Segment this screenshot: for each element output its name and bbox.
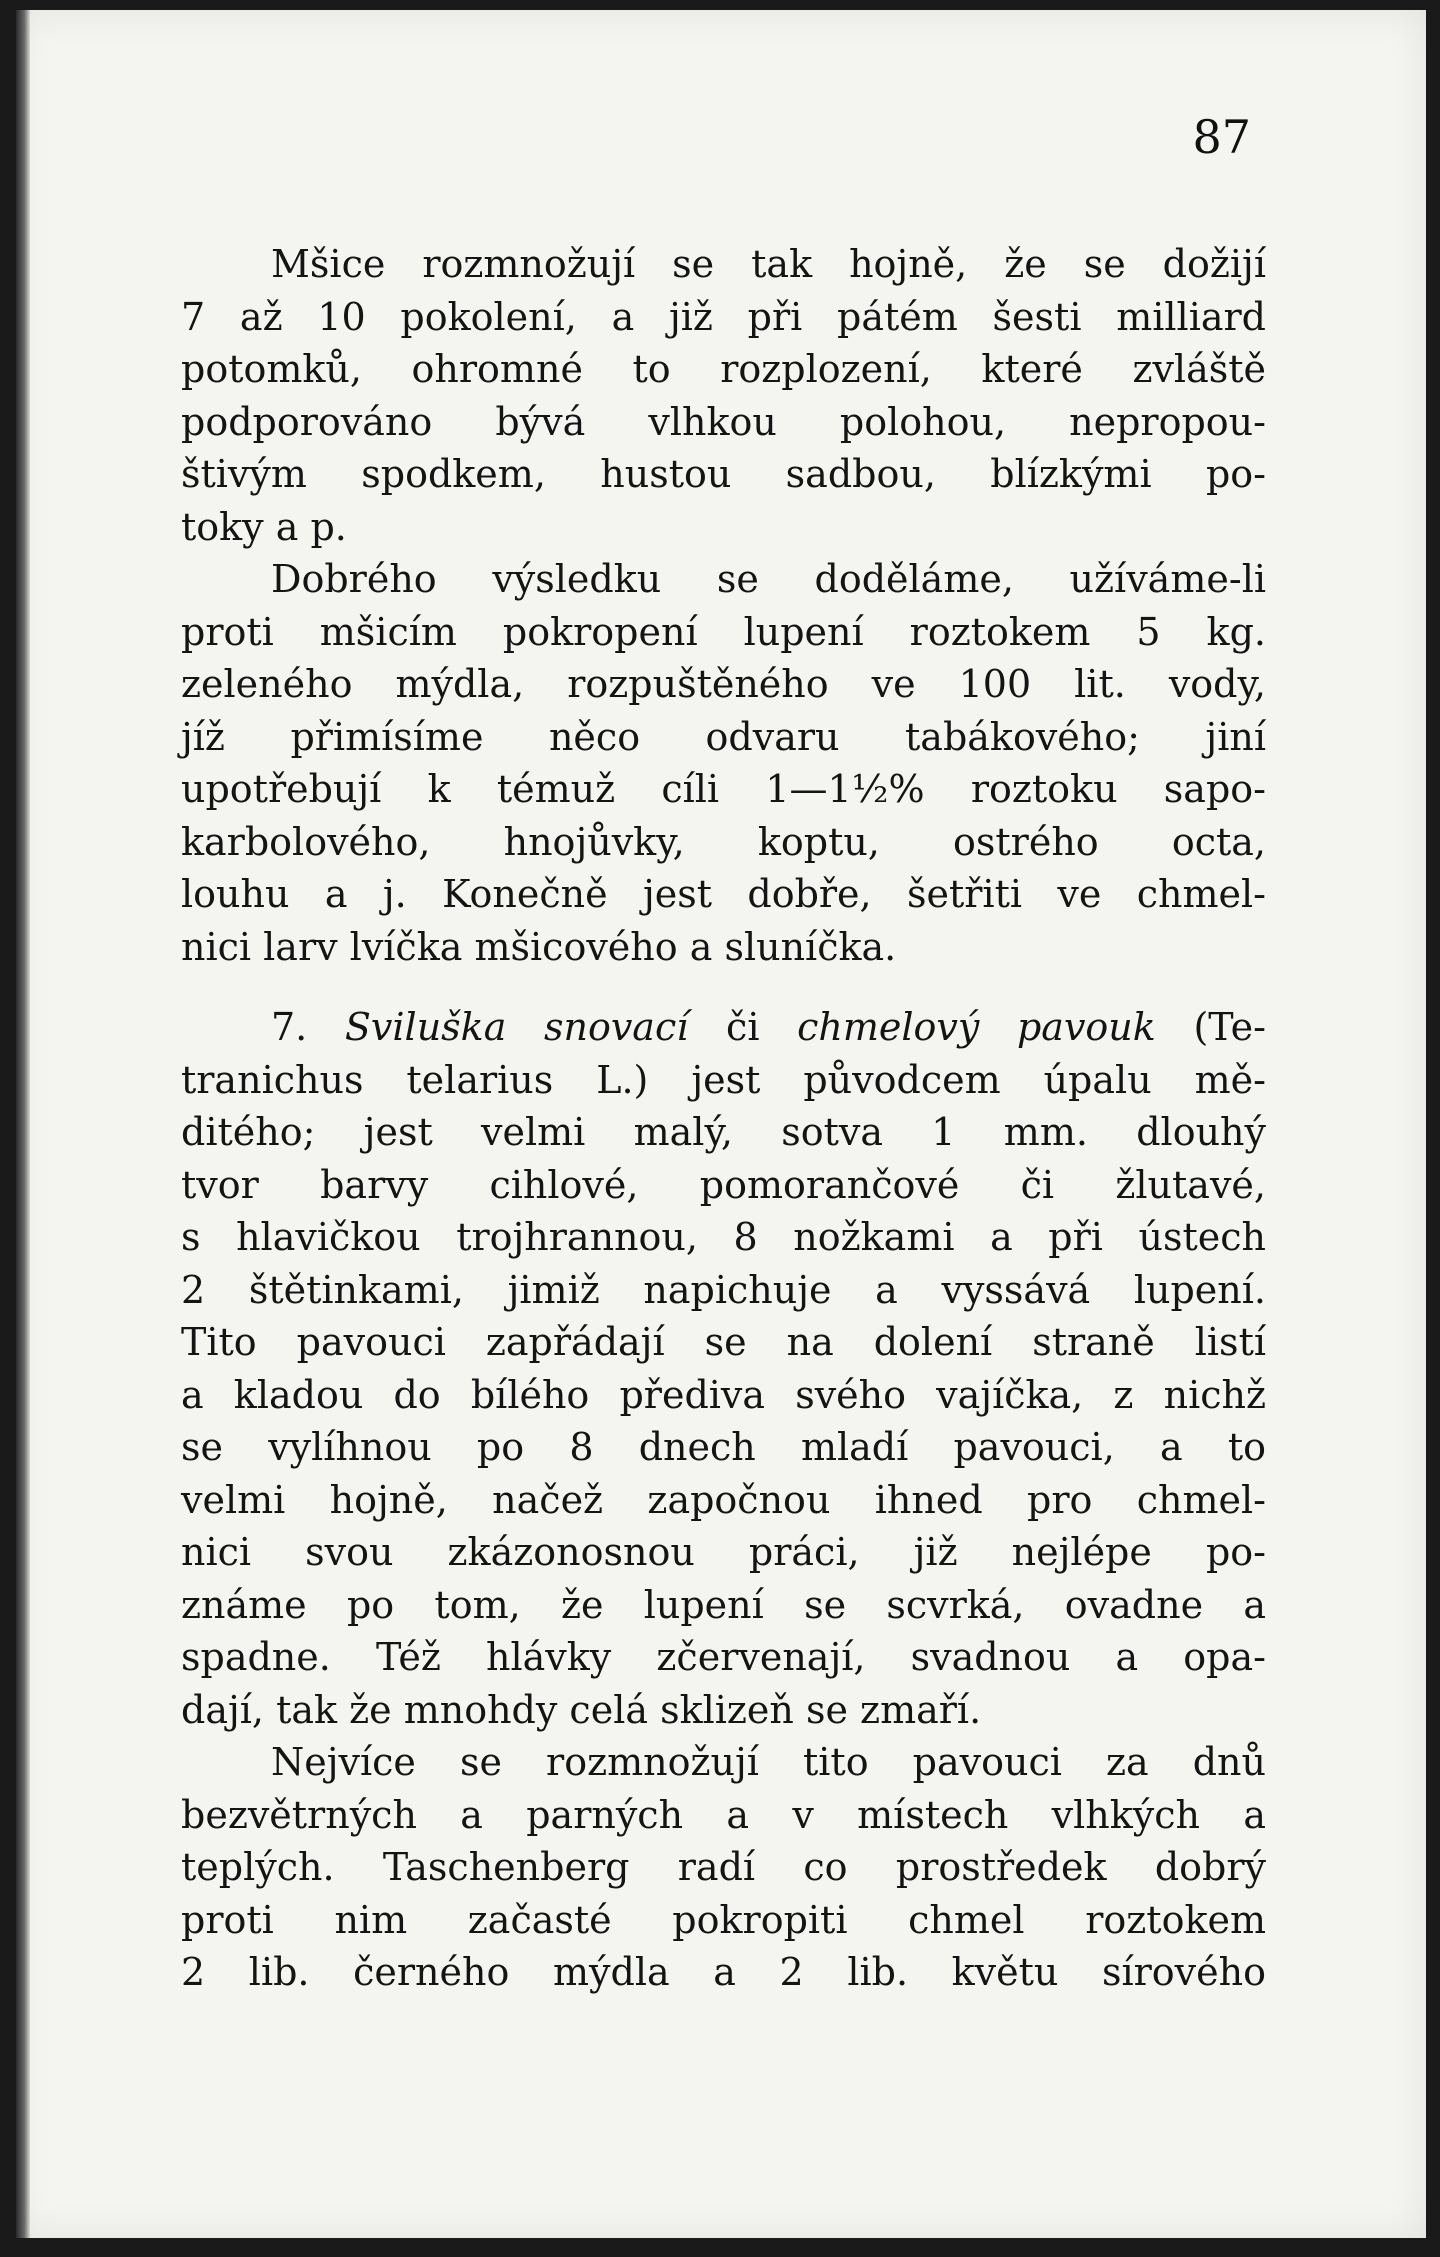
text-line: tvor barvy cihlové, pomorančové či žlutavé, (181, 1162, 1266, 1207)
text-line: dají, tak že mnohdy celá sklizeň se zmaří. (181, 1687, 982, 1732)
book-page (16, 10, 1426, 2238)
text-line: bezvětrných a parných a v místech vlhkých a (181, 1792, 1266, 1837)
page-number: 87 (1192, 110, 1251, 164)
text-line: nici larv lvíčka mšicového a sluníčka. (181, 924, 897, 969)
text-line: 7 až 10 pokolení, a již při pátém šesti milliard (181, 294, 1266, 339)
text-line: se vylíhnou po 8 dnech mladí pavouci, a to (181, 1425, 1266, 1469)
text-line: toky a p. (181, 504, 347, 549)
text-line: louhu a j. Konečně jest dobře, šetřiti ve chmel- (181, 872, 1266, 916)
text-line: Nejvíce se rozmnožují tito pavouci za dnů (271, 1740, 1266, 1784)
text-line: zeleného mýdla, rozpuštěného ve 100 lit. vody, (181, 662, 1266, 706)
text-line: proti nim začasté pokropiti chmel roztokem (181, 1897, 1266, 1942)
text-line: ditého; jest velmi malý, sotva 1 mm. dlouhý (181, 1110, 1266, 1154)
paragraph-aphids-reproduction (181, 238, 1266, 553)
text-line: nici svou zkázonosnou práci, již nejlépe po- (181, 1530, 1266, 1574)
text-line: velmi hojně, načež započnou ihned pro chmel- (181, 1477, 1266, 1522)
text-fragment: (Te- (1155, 1005, 1266, 1049)
section-heading-line (181, 1001, 1266, 1054)
text-line: s hlavičkou trojhrannou, 8 nožkami a při ústech (181, 1215, 1266, 1259)
text-line: spadne. Též hlávky zčervenají, svadnou a opa- (181, 1635, 1266, 1679)
text-line: Dobrého výsledku se doděláme, užíváme-li (271, 557, 1266, 601)
text-line: 2 štětinkami, jimiž napichuje a vyssává lupení. (181, 1267, 1266, 1312)
species-alt-name: chmelový pavouk (797, 1005, 1156, 1049)
text-line: štivým spodkem, hustou sadbou, blízkými po- (181, 452, 1266, 496)
text-line: známe po tom, že lupení se scvrká, ovadne a (181, 1582, 1266, 1627)
text-line: teplých. Taschenberg radí co prostředek dobrý (181, 1845, 1266, 1889)
paragraph-gap (181, 973, 1266, 1001)
text-line: 2 lib. černého mýdla a 2 lib. květu sírového (181, 1950, 1266, 1994)
text-line: a kladou do bílého přediva svého vajíčka, z nichž (181, 1372, 1266, 1417)
paragraph-aphids-treatment (181, 553, 1266, 973)
text-line: upotřebují k témuž cíli 1—1½% roztoku sapo- (181, 767, 1266, 811)
text-fragment: či (688, 1005, 798, 1049)
text-line: podporováno bývá vlhkou polohou, nepropou- (181, 399, 1266, 444)
text-line: proti mšicím pokropení lupení roztokem 5 kg. (181, 609, 1266, 654)
text-line: jíž přimísíme něco odvaru tabákového; jiní (181, 714, 1266, 759)
text-line: potomků, ohromné to rozplození, které zvláště (181, 347, 1266, 391)
paragraph-spider-mite (181, 1001, 1266, 1736)
paragraph-spider-mite-treatment (181, 1736, 1266, 1999)
text-line: Tito pavouci zapřádají se na dolení straně listí (181, 1320, 1266, 1364)
text-line: tranichus telarius L.) jest původcem úpalu mě- (181, 1057, 1266, 1102)
text-line: Mšice rozmnožují se tak hojně, že se dožijí (271, 242, 1266, 286)
section-number: 7. (271, 1005, 345, 1049)
binding-edge (16, 10, 30, 2238)
species-name-czech: Sviluška snovací (344, 1005, 689, 1049)
body-text (181, 238, 1266, 1999)
text-line: karbolového, hnojůvky, koptu, ostrého octa, (181, 819, 1266, 864)
